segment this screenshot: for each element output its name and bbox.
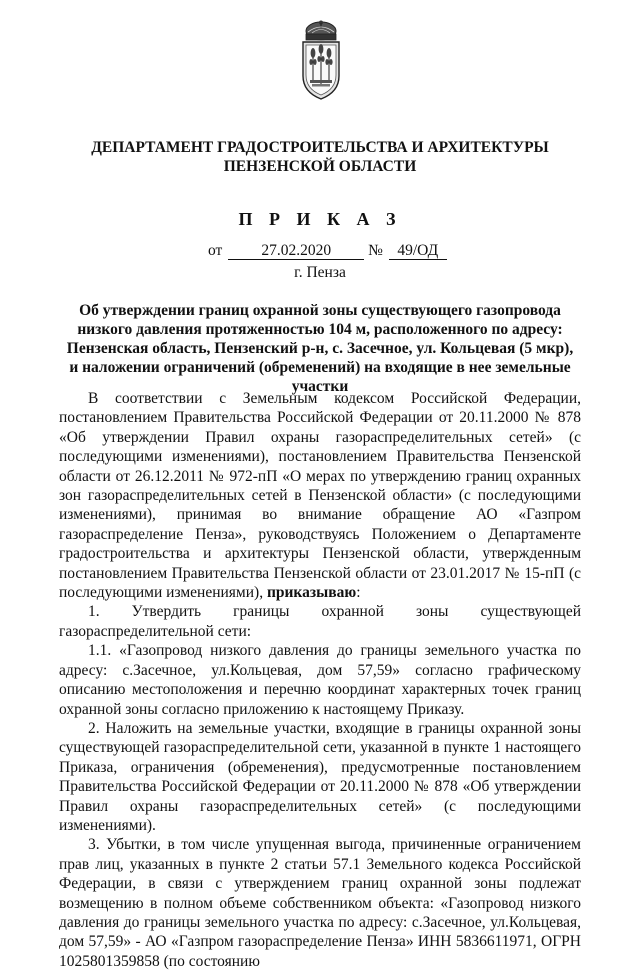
subject-line-1: Об утверждении границ охранной зоны существующего газопровода xyxy=(79,302,561,319)
order-subject xyxy=(60,301,580,396)
order-date: 27.02.2020 xyxy=(228,242,364,260)
order-city: г. Пенза xyxy=(294,264,346,281)
date-prefix: от xyxy=(208,242,223,259)
item-1-1-paragraph: 1.1. «Газопровод низкого давления до границы земельного участка по адресу: с.Засечное, ул.Кольцевая, дом 57,59» согласно графическому описанию местоположения и перечню координат характерных точек границ охранной зоны согласно приложению к настоящему Приказу. xyxy=(59,642,581,718)
order-number: 49/ОД xyxy=(389,242,447,260)
order-date-number-line xyxy=(208,241,447,260)
item-2-paragraph: 2. Наложить на земельные участки, входящие в границы охранной зоны существующей газораспределительной сети, указанной в пункте 1 настоящего Приказа, ограничения (обременения), предусмотренные постановлением Правительства Российской Федерации от 20.11.2000 № 878 «Об утверждении Правил охраны газораспределительных сетей» (с последующими изменениями). xyxy=(59,719,581,834)
order-title: П Р И К А З xyxy=(238,209,402,229)
subject-line-3: Пензенская область, Пензенский р-н, с. Засечное, ул. Кольцевая (5 мкр), xyxy=(66,340,574,357)
preamble-paragraph xyxy=(59,389,581,602)
penza-coat-of-arms-icon xyxy=(298,20,344,102)
order-body xyxy=(59,389,581,971)
shield-icon xyxy=(303,42,339,99)
department-name-line-2: ПЕНЗЕНСКОЙ ОБЛАСТИ xyxy=(223,158,417,175)
subject-line-2: низкого давления протяженностью 104 м, расположенного по адресу: xyxy=(77,321,563,338)
preamble-emphasis: приказываю xyxy=(266,584,357,602)
subject-line-4: и наложении ограничений (обременений) на входящие в нее земельные участки xyxy=(69,359,571,395)
number-prefix: № xyxy=(368,242,383,259)
item-1-paragraph: 1. Утвердить границы охранной зоны существующей газораспределительной сети: xyxy=(59,603,581,640)
item-3-paragraph: 3. Убытки, в том числе упущенная выгода, причиненные ограничением прав лиц, указанных в пункте 2 статьи 57.1 Земельного кодекса Российской Федерации, в связи с утверждением границ охранной зоны подлежат возмещению в полном объеме собственником объекта: «Газопровод низкого давления до границы земельного участка по адресу: с.Засечное, ул.Кольцевая, дом 57,59» - АО «Газпром газораспределение Пенза» ИНН 5836611971, ОГРН 1025801359858 (по состоянию xyxy=(59,836,581,970)
crown-icon xyxy=(306,21,336,41)
preamble-end: : xyxy=(356,584,361,602)
department-name-line-1: ДЕПАРТАМЕНТ ГРАДОСТРОИТЕЛЬСТВА И АРХИТЕКТУРЫ xyxy=(91,139,549,156)
preamble-text: В соответствии с Земельным кодексом Российской Федерации, постановлением Правительства Российской Федерации от 20.11.2000 № 878 «Об утверждении Правил охраны газораспределительных сетей» (с последующими изменениями), постановлением Правительства Пензенской области от 26.12.2011 № 972-пП «О мерах по утверждению границ охранных зон газораспределительных сетей в Пензенской области» (с последующими изменениями), принимая во внимание обращение АО «Газпром газораспределение Пенза», руководствуясь Положением о Департаменте градостроительства и архитектуры Пензенской области, утвержденным постановлением Правительства Пензенской области от 23.01.2017 № 15-пП (с последующими изменениями), xyxy=(59,390,581,602)
